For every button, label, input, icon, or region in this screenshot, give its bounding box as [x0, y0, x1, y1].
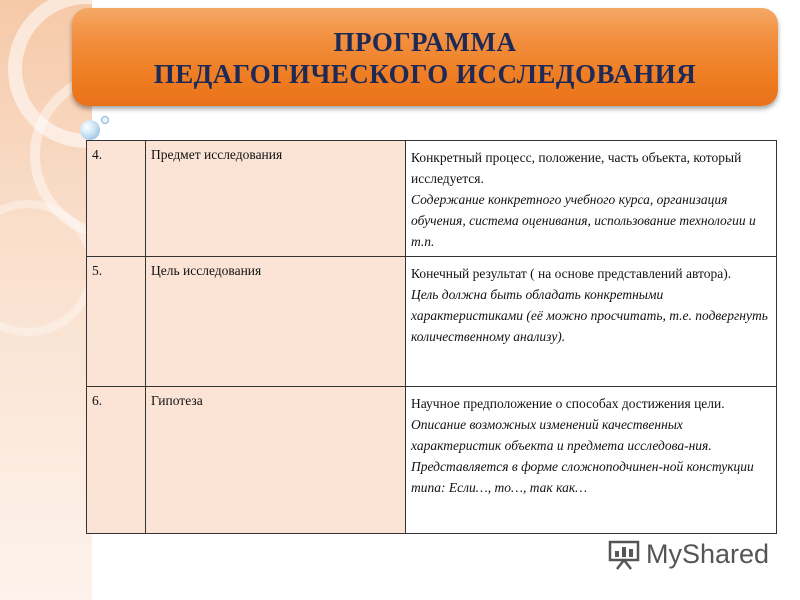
table-row	[87, 387, 777, 534]
decorative-bubble-icon	[101, 116, 109, 124]
row-subject: Предмет исследования	[146, 141, 406, 257]
description-main: Конечный результат ( на основе представлений автора).	[411, 266, 732, 281]
page-title-line2: ПЕДАГОГИЧЕСКОГО ИССЛЕДОВАНИЯ	[153, 59, 697, 89]
myshared-watermark[interactable]	[607, 536, 769, 572]
row-number: 6.	[87, 387, 146, 534]
description-main: Конкретный процесс, положение, часть объекта, который исследуется.	[411, 150, 742, 186]
description-form: Представляется в форме сложноподчинен-ной констукции типа: Если…, то…, так как…	[411, 459, 754, 495]
row-number: 5.	[87, 257, 146, 387]
row-subject: Гипотеза	[146, 387, 406, 534]
row-description	[406, 141, 777, 257]
table-row	[87, 141, 777, 257]
page-title-line1: ПРОГРАММА	[333, 27, 517, 57]
description-example: Цель должна быть обладать конкретными характеристиками (её можно просчитать, т.е. подвергнуть количественному анализу).	[411, 287, 768, 344]
row-number: 4.	[87, 141, 146, 257]
watermark-text: MyShared	[646, 538, 770, 569]
program-table	[86, 140, 777, 534]
description-example: Содержание конкретного учебного курса, организация обучения, система оценивания, использование технологии и т.п.	[411, 192, 756, 249]
title-banner	[72, 8, 778, 106]
decorative-bubble-icon	[80, 120, 100, 140]
row-description	[406, 387, 777, 534]
description-example: Описание возможных изменений качественных характеристик объекта и предмета исследова-ния.	[411, 417, 712, 453]
row-description	[406, 257, 777, 387]
description-main: Научное предположение о способах достижения цели.	[411, 396, 725, 411]
table-row	[87, 257, 777, 387]
presentation-board-icon	[607, 538, 641, 570]
row-subject: Цель исследования	[146, 257, 406, 387]
